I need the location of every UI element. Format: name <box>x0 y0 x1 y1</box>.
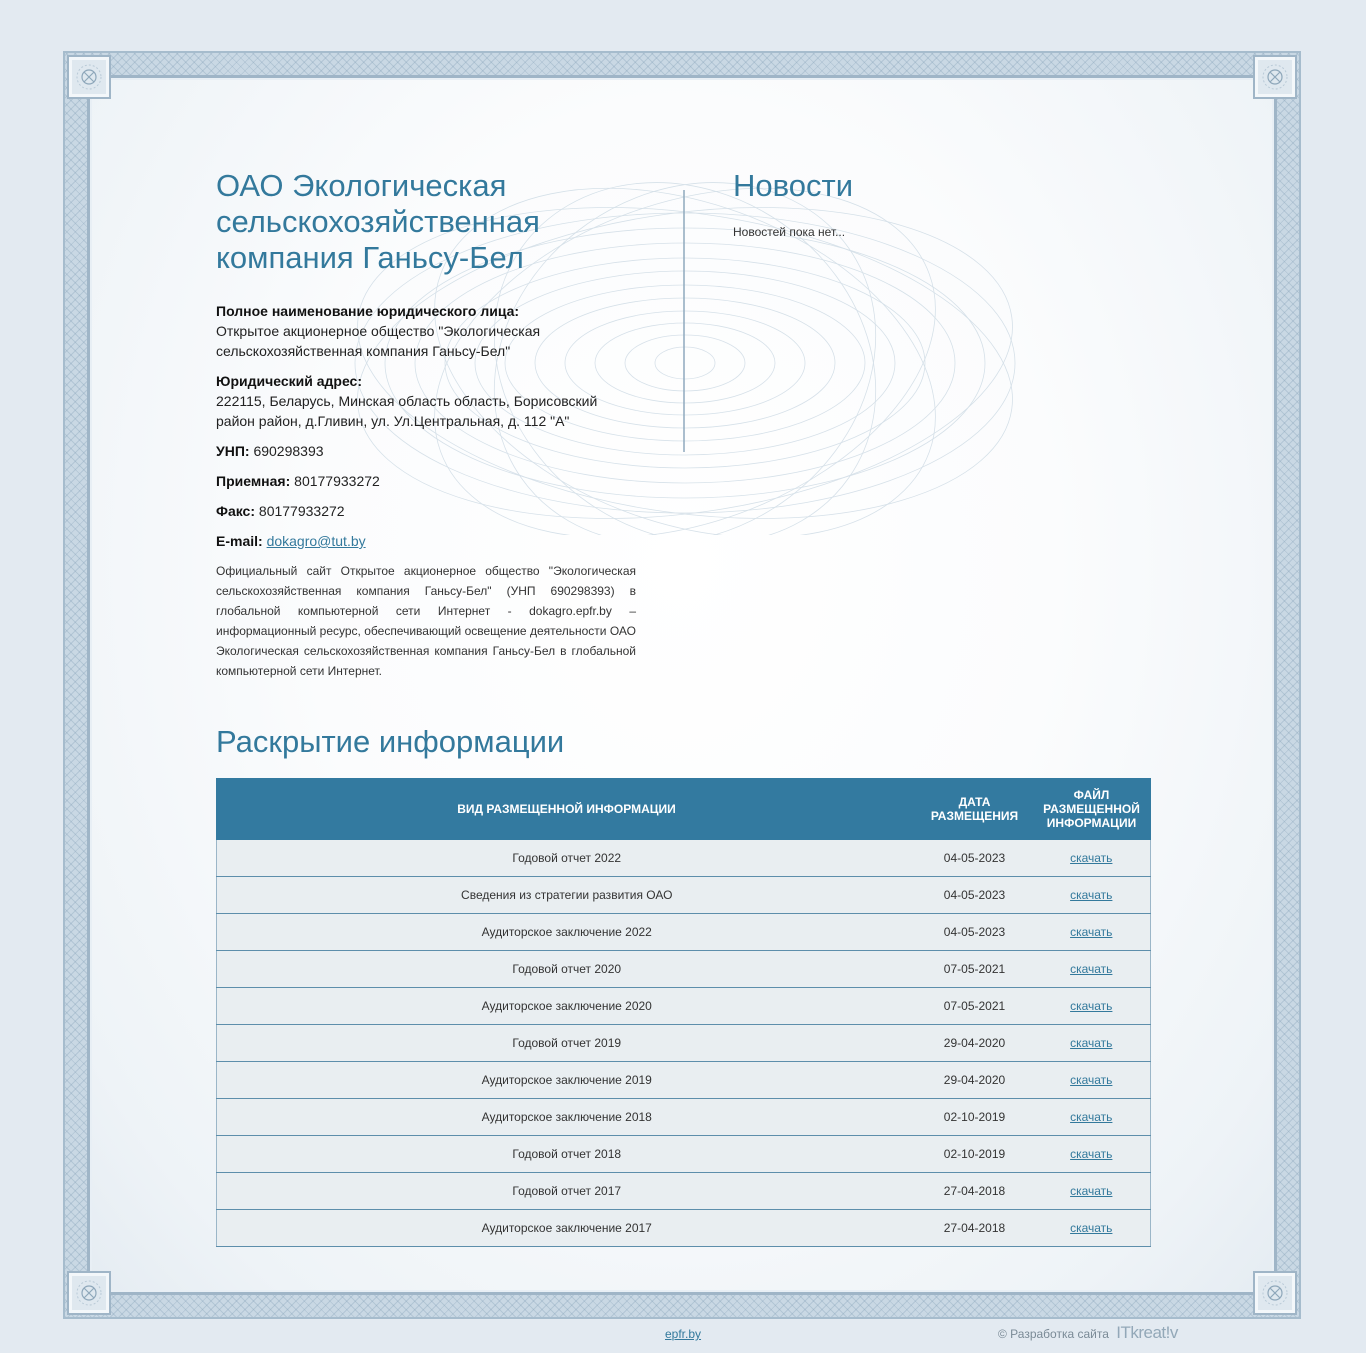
row-file-cell <box>1033 1173 1151 1210</box>
full-name-field <box>216 301 636 361</box>
row-type: Годовой отчет 2017 <box>217 1173 917 1210</box>
download-link[interactable]: скачать <box>1070 1073 1113 1087</box>
address-field <box>216 371 636 431</box>
news-title: Новости <box>733 168 854 203</box>
row-date: 29-04-2020 <box>917 1025 1033 1062</box>
row-type: Аудиторское заключение 2022 <box>217 914 917 951</box>
row-file-cell <box>1033 840 1151 877</box>
credit-text: © Разработка сайта <box>998 1327 1109 1341</box>
address-value: 222115, Беларусь, Минская область область, Борисовский район район, д.Гливин, ул. Ул.Центральная, д. 112 "А" <box>216 393 598 429</box>
disclosure-table <box>216 778 1151 1247</box>
table-row <box>217 1210 1151 1247</box>
fax-label: Факс: <box>216 503 256 519</box>
row-date: 29-04-2020 <box>917 1062 1033 1099</box>
email-field <box>216 531 636 551</box>
corner-rosette-icon <box>1253 1271 1297 1315</box>
table-row <box>217 951 1151 988</box>
row-date: 02-10-2019 <box>917 1099 1033 1136</box>
site-description: Официальный сайт Открытое акционерное общество "Экологическая сельскохозяйственная компания Ганьсу-Бел" (УНП 690298393) в глобальной компьютерной сети Интернет - dokagro.epfr.by – информационный ресурс, обеспечивающий освещение деятельности ОАО Экологическая сельскохозяйственная компания Ганьсу-Бел в глобальной компьютерной сети Интернет. <box>216 564 636 678</box>
column-header-date: ДАТА РАЗМЕЩЕНИЯ <box>917 779 1033 840</box>
company-title: ОАО Экологическая сельскохозяйственная компания Ганьсу-Бел <box>216 168 540 275</box>
download-link[interactable]: скачать <box>1070 1110 1113 1124</box>
row-file-cell <box>1033 988 1151 1025</box>
email-link[interactable]: dokagro@tut.by <box>266 533 366 549</box>
column-divider <box>683 190 685 452</box>
column-header-type: ВИД РАЗМЕЩЕННОЙ ИНФОРМАЦИИ <box>217 779 917 840</box>
row-file-cell <box>1033 1099 1151 1136</box>
row-file-cell <box>1033 877 1151 914</box>
table-row <box>217 877 1151 914</box>
reception-value: 80177933272 <box>294 473 380 489</box>
row-file-cell <box>1033 1025 1151 1062</box>
unp-value: 690298393 <box>253 443 324 459</box>
table-row <box>217 1062 1151 1099</box>
table-row <box>217 1136 1151 1173</box>
table-row <box>217 988 1151 1025</box>
row-type: Годовой отчет 2018 <box>217 1136 917 1173</box>
row-type: Годовой отчет 2019 <box>217 1025 917 1062</box>
table-row <box>217 1025 1151 1062</box>
row-type: Аудиторское заключение 2020 <box>217 988 917 1025</box>
table-header-row <box>217 779 1151 840</box>
row-type: Аудиторское заключение 2019 <box>217 1062 917 1099</box>
row-date: 02-10-2019 <box>917 1136 1033 1173</box>
download-link[interactable]: скачать <box>1070 1221 1113 1235</box>
unp-field <box>216 441 636 461</box>
download-link[interactable]: скачать <box>1070 851 1113 865</box>
download-link[interactable]: скачать <box>1070 1184 1113 1198</box>
row-file-cell <box>1033 1210 1151 1247</box>
row-date: 04-05-2023 <box>917 840 1033 877</box>
table-row <box>217 1099 1151 1136</box>
news-section <box>733 168 1153 240</box>
row-date: 04-05-2023 <box>917 877 1033 914</box>
row-date: 27-04-2018 <box>917 1173 1033 1210</box>
row-type: Годовой отчет 2020 <box>217 951 917 988</box>
full-name-label: Полное наименование юридического лица: <box>216 303 520 319</box>
fax-value: 80177933272 <box>258 503 345 519</box>
row-type: Аудиторское заключение 2018 <box>217 1099 917 1136</box>
reception-label: Приемная: <box>216 473 291 489</box>
corner-rosette-icon <box>67 1271 111 1315</box>
download-link[interactable]: скачать <box>1070 925 1113 939</box>
developer-logo[interactable]: ITkreat!v <box>1116 1323 1178 1342</box>
table-row <box>217 914 1151 951</box>
row-type: Сведения из стратегии развития ОАО <box>217 877 917 914</box>
disclosure-title: Раскрытие информации <box>216 724 565 759</box>
reception-field <box>216 471 636 491</box>
news-empty-text: Новостей пока нет... <box>733 225 846 239</box>
row-type: Годовой отчет 2022 <box>217 840 917 877</box>
address-label: Юридический адрес: <box>216 373 362 389</box>
row-date: 07-05-2021 <box>917 988 1033 1025</box>
download-link[interactable]: скачать <box>1070 888 1113 902</box>
full-name-value: Открытое акционерное общество "Экологическая сельскохозяйственная компания Ганьсу-Бел" <box>216 323 541 359</box>
download-link[interactable]: скачать <box>1070 999 1113 1013</box>
download-link[interactable]: скачать <box>1070 1147 1113 1161</box>
row-type: Аудиторское заключение 2017 <box>217 1210 917 1247</box>
company-info <box>216 168 636 681</box>
column-header-file: ФАЙЛ РАЗМЕЩЕННОЙ ИНФОРМАЦИИ <box>1033 779 1151 840</box>
row-date: 04-05-2023 <box>917 914 1033 951</box>
corner-rosette-icon <box>1253 55 1297 99</box>
developer-credit <box>998 1324 1178 1343</box>
row-date: 07-05-2021 <box>917 951 1033 988</box>
footer-site-link[interactable]: epfr.by <box>665 1327 702 1341</box>
row-file-cell <box>1033 951 1151 988</box>
download-link[interactable]: скачать <box>1070 1036 1113 1050</box>
table-row <box>217 1173 1151 1210</box>
row-file-cell <box>1033 1062 1151 1099</box>
unp-label: УНП: <box>216 443 250 459</box>
row-file-cell <box>1033 914 1151 951</box>
row-file-cell <box>1033 1136 1151 1173</box>
corner-rosette-icon <box>67 55 111 99</box>
download-link[interactable]: скачать <box>1070 962 1113 976</box>
table-row <box>217 840 1151 877</box>
fax-field <box>216 501 636 521</box>
row-date: 27-04-2018 <box>917 1210 1033 1247</box>
email-label: E-mail: <box>216 533 263 549</box>
